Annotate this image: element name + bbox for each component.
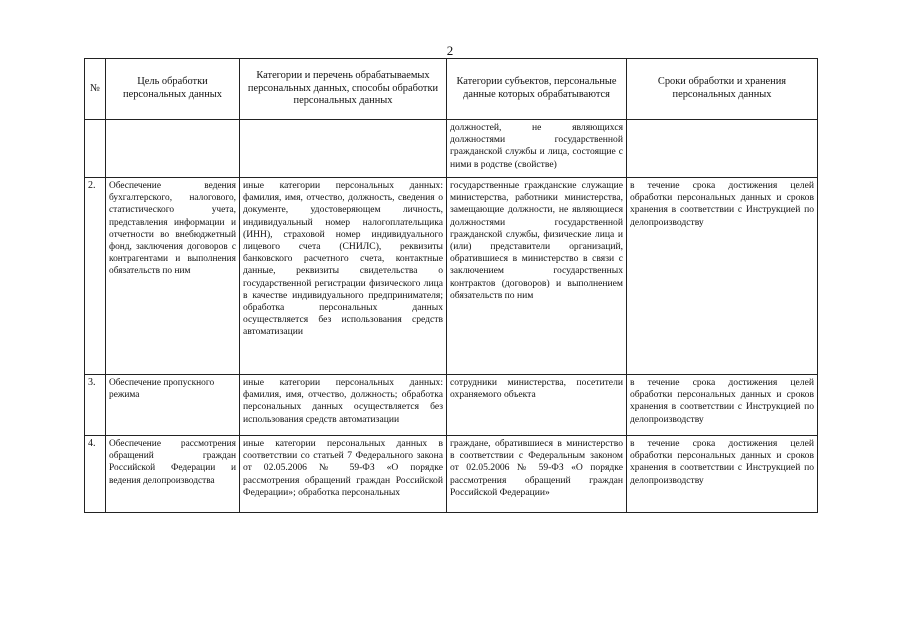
row-terms: в течение срока достижения целей обработки персональных данных и сроков хранения в соответствии с Инструкцией по делопроизводству bbox=[627, 375, 818, 436]
table-row bbox=[85, 436, 818, 513]
header-categories: Категории и перечень обрабатываемых персональных данных, способы обработки персональных данных bbox=[240, 59, 447, 120]
row-categories: иные категории персональных данных: фамилия, имя, отчество, должность; обработка персональных данных осуществляется без использования средств автоматизации bbox=[240, 375, 447, 436]
header-number: № bbox=[85, 59, 106, 120]
row-number: 4. bbox=[85, 436, 106, 513]
row-purpose bbox=[106, 120, 240, 178]
row-number: 3. bbox=[85, 375, 106, 436]
row-terms: в течение срока достижения целей обработки персональных данных и сроков хранения в соответствии с Инструкцией по делопроизводству bbox=[627, 436, 818, 513]
table-row bbox=[85, 375, 818, 436]
row-purpose: Обеспечение пропускного режима bbox=[106, 375, 240, 436]
header-purpose: Цель обработки персональных данных bbox=[106, 59, 240, 120]
row-terms bbox=[627, 120, 818, 178]
table-row bbox=[85, 178, 818, 375]
row-categories bbox=[240, 120, 447, 178]
row-terms: в течение срока достижения целей обработки персональных данных и сроков хранения в соответствии с Инструкцией по делопроизводству bbox=[627, 178, 818, 375]
row-categories: иные категории персональных данных: фамилия, имя, отчество, должность, сведения о документе, удостоверяющем личность, индивидуальный номер налогоплательщика (ИНН), страховой номер индивидуального лицевого счета (СНИЛС), реквизиты банковского расчетного счета, контактные данные, реквизиты свидетельства о государственной регистрации физического лица в качестве индивидуального предпринимателя; обработка персональных данных осуществляется без использования средств автоматизации bbox=[240, 178, 447, 375]
row-purpose: Обеспечение рассмотрения обращений граждан Российской Федерации и ведения делопроизводства bbox=[106, 436, 240, 513]
page-number: 2 bbox=[446, 43, 454, 58]
row-subjects: государственные гражданские служащие министерства, работники министерства, замещающие должности, не являющиеся должностями государственной гражданской службы, физические лица и (или) представители организаций, обратившиеся в министерство в связи с заключением государственных контрактов (договоров) и выполнением обязательств по ним bbox=[447, 178, 627, 375]
row-number bbox=[85, 120, 106, 178]
table-row bbox=[85, 120, 818, 178]
header-subjects: Категории субъектов, персональные данные которых обрабатываются bbox=[447, 59, 627, 120]
table-header-row bbox=[85, 59, 818, 120]
header-terms: Сроки обработки и хранения персональных данных bbox=[627, 59, 818, 120]
row-subjects: должностей, не являющихся должностями государственной гражданской службы и лица, состоящие с ними в родстве (свойстве) bbox=[447, 120, 627, 178]
row-purpose: Обеспечение ведения бухгалтерского, налогового, статистического учета, представления информации и отчетности во внебюджетный фонд, заключения договоров с контрагентами и выполнения обязательств по ним bbox=[106, 178, 240, 375]
row-subjects: граждане, обратившиеся в министерство в соответствии с Федеральным законом от 02.05.2006 № 59-ФЗ «О порядке рассмотрения обращений граждан Российской Федерации» bbox=[447, 436, 627, 513]
row-number: 2. bbox=[85, 178, 106, 375]
personal-data-processing-table bbox=[84, 58, 818, 513]
row-subjects: сотрудники министерства, посетители охраняемого объекта bbox=[447, 375, 627, 436]
row-categories: иные категории персональных данных в соответствии со статьей 7 Федерального закона от 02.05.2006 № 59-ФЗ «О порядке рассмотрения обращений граждан Российской Федерации»; обработка персональных bbox=[240, 436, 447, 513]
